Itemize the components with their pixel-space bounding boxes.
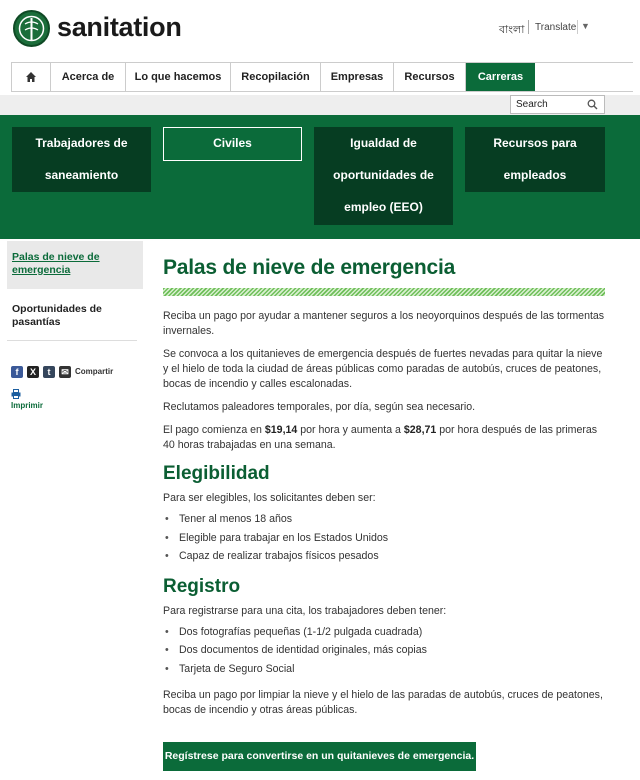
pay-paragraph: [163, 423, 608, 453]
site-header: [0, 0, 640, 58]
list-item: • Capaz de realizar trabajos físicos pesados: [163, 547, 608, 566]
card-recursos[interactable]: [465, 127, 605, 192]
card-eeo-label: Igualdad de oportunidades de empleo (EEO): [333, 136, 434, 214]
list-item: • Tarjeta de Seguro Social: [163, 660, 608, 679]
facebook-icon[interactable]: f: [11, 366, 23, 378]
eligibility-heading: Elegibilidad: [163, 463, 270, 484]
nav-carreras[interactable]: Carreras: [466, 63, 535, 91]
title-underline: [163, 288, 605, 296]
closing-paragraph: Reciba un pago por limpiar la nieve y el hielo de las paradas de autobús, cruces de peatones, bocas de incendio y otras áreas públicas.: [163, 689, 603, 716]
sidebar-item-palas[interactable]: [7, 241, 143, 289]
list-item: • Dos fotografías pequeñas (1-1/2 pulgada cuadrada): [163, 623, 608, 642]
description-paragraph: Se convoca a los quitanieves de emergencia después de fuertes nevadas para quitar la nieve y el hielo de toda la ciudad de áreas públicas como paradas de autobús, cruces de peatones, bocas de incendio y calles escalonadas.: [163, 348, 603, 390]
card-trabajadores-label: Trabajadores de saneamiento: [35, 136, 128, 182]
nav-home[interactable]: [11, 63, 51, 91]
list-item: • Tener al menos 18 años: [163, 510, 608, 529]
header-divider: [528, 20, 529, 34]
nav-recursos[interactable]: Recursos: [394, 63, 466, 91]
registration-list: [163, 623, 608, 679]
card-trabajadores[interactable]: [12, 127, 151, 192]
increased-pay: $28,71: [403, 424, 437, 436]
page-title: Palas de nieve de emergencia: [163, 256, 456, 279]
print-icon[interactable]: [11, 389, 21, 399]
translate-button[interactable]: Translate: [535, 22, 577, 33]
intro-paragraph: Reciba un pago por ayudar a mantener seguros a los neoyorquinos después de las tormentas invernales.: [163, 310, 605, 337]
registration-heading: Registro: [163, 575, 241, 597]
print-link[interactable]: Imprimir: [11, 401, 44, 410]
search-placeholder: Search: [516, 99, 548, 110]
card-civiles[interactable]: Civiles: [163, 127, 302, 161]
nav-recopilacion[interactable]: Recopilación: [231, 63, 321, 91]
translate-divider: [577, 20, 578, 34]
eligibility-intro: Para ser elegibles, los solicitantes deben ser:: [163, 492, 376, 504]
x-icon[interactable]: X: [27, 366, 39, 378]
card-eeo[interactable]: [314, 127, 453, 225]
pay-text-a: El pago comienza en: [163, 424, 265, 436]
list-item: • Dos documentos de identidad originales, más copias: [163, 641, 608, 660]
logo-icon[interactable]: [13, 10, 50, 47]
main-content: [163, 256, 608, 718]
site-brand[interactable]: sanitation: [57, 12, 182, 42]
register-button[interactable]: Regístrese para convertirse en un quitanieves de emergencia.: [163, 742, 476, 771]
tumblr-icon[interactable]: t: [43, 366, 55, 378]
nav-lo-que-hacemos[interactable]: Lo que hacemos: [126, 63, 231, 91]
nav-empresas[interactable]: Empresas: [321, 63, 394, 91]
chevron-down-icon[interactable]: ▼: [581, 21, 590, 31]
sidebar-item-label: Palas de nieve de emergencia: [12, 251, 100, 276]
list-item: • Elegible para trabajar en los Estados Unidos: [163, 529, 608, 548]
share-label[interactable]: Compartir: [75, 367, 114, 376]
card-recursos-label: Recursos para empleados: [493, 136, 577, 182]
sidebar-item-pasantias[interactable]: Oportunidades de pasantías: [12, 303, 102, 328]
eligibility-list: [163, 510, 608, 566]
recruitment-paragraph: Reclutamos paleadores temporales, por día, según sea necesario.: [163, 401, 476, 413]
search-input[interactable]: [510, 95, 605, 114]
search-icon[interactable]: [587, 99, 598, 110]
registration-intro: Para registrarse para una cita, los trabajadores deben tener:: [163, 604, 447, 617]
pay-text-b: por hora y aumenta a: [297, 424, 404, 436]
sidebar-divider: [7, 340, 137, 341]
home-icon: [25, 71, 37, 83]
language-link[interactable]: বাংলা: [499, 24, 525, 36]
email-icon[interactable]: ✉: [59, 366, 71, 378]
nav-acerca[interactable]: Acerca de: [51, 63, 126, 91]
starting-pay: $19,14: [264, 424, 298, 436]
pay-text-c: por hora después de las primeras 40 horas trabajadas en una semana.: [163, 424, 598, 451]
